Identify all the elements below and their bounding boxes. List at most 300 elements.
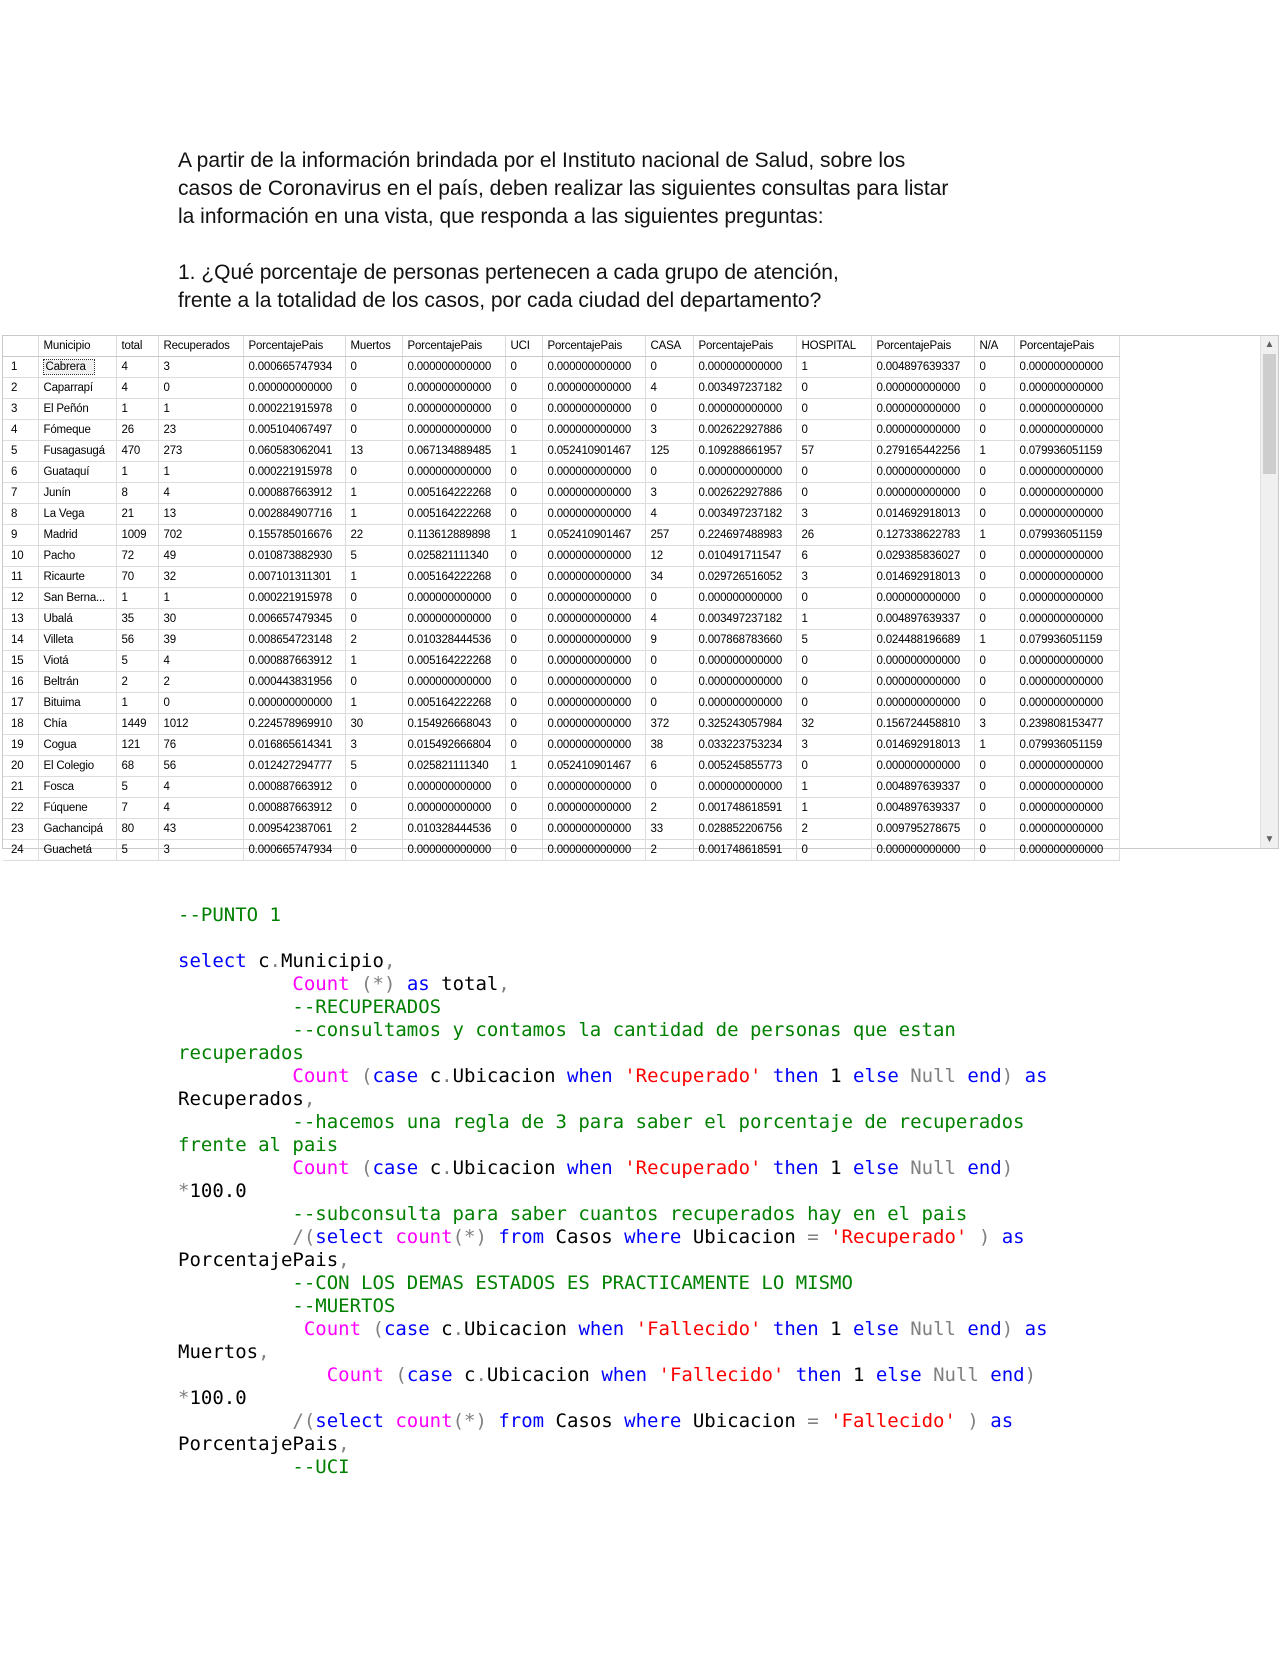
table-cell[interactable]: 0.000000000000 <box>1014 798 1119 819</box>
table-cell[interactable]: 1 <box>505 441 542 462</box>
scroll-up-icon[interactable]: ▲ <box>1264 339 1275 350</box>
table-cell[interactable]: 3 <box>645 420 693 441</box>
table-row[interactable] <box>3 672 1119 693</box>
table-cell[interactable]: 0 <box>505 819 542 840</box>
row-number[interactable]: 5 <box>3 441 38 462</box>
table-cell[interactable]: El Peñón <box>38 399 116 420</box>
table-cell[interactable]: 32 <box>796 714 871 735</box>
table-row[interactable] <box>3 651 1119 672</box>
table-cell[interactable]: 0.155785016676 <box>243 525 345 546</box>
table-cell[interactable]: 4 <box>158 777 243 798</box>
table-cell[interactable]: 0.000000000000 <box>1014 378 1119 399</box>
row-number[interactable]: 22 <box>3 798 38 819</box>
table-cell[interactable]: 38 <box>645 735 693 756</box>
column-header[interactable]: PorcentajePais <box>243 336 345 357</box>
table-cell[interactable]: 0.003497237182 <box>693 609 796 630</box>
table-cell[interactable]: 0.000000000000 <box>1014 693 1119 714</box>
table-cell[interactable]: 0 <box>645 462 693 483</box>
table-cell[interactable]: 0.000000000000 <box>693 462 796 483</box>
table-cell[interactable]: 0.000000000000 <box>1014 651 1119 672</box>
table-cell[interactable]: 0.002622927886 <box>693 420 796 441</box>
table-cell[interactable]: 2 <box>158 672 243 693</box>
table-cell[interactable]: 0.000000000000 <box>1014 483 1119 504</box>
table-cell[interactable]: 0.000000000000 <box>1014 756 1119 777</box>
table-cell[interactable]: 0.000000000000 <box>542 504 645 525</box>
table-cell[interactable]: 1012 <box>158 714 243 735</box>
table-cell[interactable]: 0.005164222268 <box>402 504 505 525</box>
row-number[interactable]: 6 <box>3 462 38 483</box>
table-cell[interactable]: 1 <box>158 462 243 483</box>
table-cell[interactable]: 0 <box>645 357 693 378</box>
table-cell[interactable]: 0 <box>505 777 542 798</box>
table-cell[interactable]: 3 <box>796 504 871 525</box>
table-cell[interactable]: 0 <box>505 735 542 756</box>
table-cell[interactable]: 34 <box>645 567 693 588</box>
table-cell[interactable]: 0.000000000000 <box>871 399 974 420</box>
table-cell[interactable]: 0 <box>345 462 402 483</box>
table-cell[interactable]: Chía <box>38 714 116 735</box>
table-cell[interactable]: 0 <box>505 588 542 609</box>
table-cell[interactable]: 4 <box>158 651 243 672</box>
table-cell[interactable]: 12 <box>645 546 693 567</box>
table-cell[interactable]: 1 <box>796 609 871 630</box>
row-number[interactable]: 16 <box>3 672 38 693</box>
table-cell[interactable]: 372 <box>645 714 693 735</box>
table-cell[interactable]: 3 <box>158 357 243 378</box>
table-cell[interactable]: 0 <box>796 588 871 609</box>
table-cell[interactable]: 0.010491711547 <box>693 546 796 567</box>
table-cell[interactable]: 0.005245855773 <box>693 756 796 777</box>
table-cell[interactable]: 35 <box>116 609 158 630</box>
table-cell[interactable]: 0.009795278675 <box>871 819 974 840</box>
table-cell[interactable]: 0 <box>974 672 1014 693</box>
row-number[interactable]: 20 <box>3 756 38 777</box>
column-header[interactable]: Muertos <box>345 336 402 357</box>
table-cell[interactable]: 2 <box>645 840 693 861</box>
table-cell[interactable]: 0.000000000000 <box>1014 462 1119 483</box>
table-cell[interactable]: 5 <box>796 630 871 651</box>
row-number[interactable]: 11 <box>3 567 38 588</box>
table-cell[interactable]: 0.000000000000 <box>542 777 645 798</box>
table-cell[interactable]: 0.005164222268 <box>402 693 505 714</box>
table-cell[interactable]: 0.000000000000 <box>871 420 974 441</box>
table-cell[interactable]: 1 <box>158 588 243 609</box>
table-cell[interactable]: 0.014692918013 <box>871 567 974 588</box>
table-cell[interactable]: 0 <box>974 546 1014 567</box>
table-cell[interactable]: 68 <box>116 756 158 777</box>
table-cell[interactable]: 1 <box>796 798 871 819</box>
table-cell[interactable]: 9 <box>645 630 693 651</box>
table-cell[interactable]: 0 <box>645 672 693 693</box>
table-cell[interactable]: 0 <box>505 693 542 714</box>
table-cell[interactable]: 1 <box>974 525 1014 546</box>
table-cell[interactable]: 0.000000000000 <box>402 798 505 819</box>
table-cell[interactable]: 0.079936051159 <box>1014 525 1119 546</box>
table-cell[interactable]: 0 <box>974 693 1014 714</box>
row-number[interactable]: 9 <box>3 525 38 546</box>
column-header[interactable]: total <box>116 336 158 357</box>
table-cell[interactable]: 0.000221915978 <box>243 588 345 609</box>
table-cell[interactable]: 0.000000000000 <box>542 588 645 609</box>
table-cell[interactable]: 4 <box>645 609 693 630</box>
table-row[interactable] <box>3 819 1119 840</box>
table-cell[interactable]: 0 <box>796 693 871 714</box>
table-cell[interactable]: 0.001748618591 <box>693 840 796 861</box>
table-cell[interactable]: 0 <box>974 483 1014 504</box>
table-cell[interactable]: 0 <box>974 609 1014 630</box>
table-cell[interactable]: 0.000000000000 <box>542 609 645 630</box>
table-row[interactable] <box>3 693 1119 714</box>
table-cell[interactable]: 0 <box>796 840 871 861</box>
table-row[interactable] <box>3 609 1119 630</box>
table-cell[interactable]: 2 <box>345 630 402 651</box>
table-cell[interactable]: Fosca <box>38 777 116 798</box>
table-cell[interactable]: 0.000000000000 <box>1014 609 1119 630</box>
table-cell[interactable]: 0.000000000000 <box>871 378 974 399</box>
table-cell[interactable]: 1 <box>796 777 871 798</box>
table-cell[interactable]: 0.224578969910 <box>243 714 345 735</box>
table-cell[interactable]: 0 <box>505 546 542 567</box>
table-cell[interactable]: 0.000000000000 <box>542 483 645 504</box>
table-cell[interactable]: 0.000000000000 <box>1014 357 1119 378</box>
table-cell[interactable]: 30 <box>345 714 402 735</box>
table-cell[interactable]: 0.001748618591 <box>693 798 796 819</box>
table-cell[interactable]: 0.000000000000 <box>542 819 645 840</box>
row-number[interactable]: 18 <box>3 714 38 735</box>
table-cell[interactable]: 1 <box>974 630 1014 651</box>
table-cell[interactable]: 0.052410901467 <box>542 441 645 462</box>
table-cell[interactable]: 0 <box>974 798 1014 819</box>
table-cell[interactable]: 0 <box>505 672 542 693</box>
table-cell[interactable]: 3 <box>158 840 243 861</box>
table-cell[interactable]: 0.000665747934 <box>243 357 345 378</box>
table-cell[interactable]: 0.000000000000 <box>402 777 505 798</box>
table-cell[interactable]: 0.000000000000 <box>243 693 345 714</box>
table-cell[interactable]: 0 <box>796 378 871 399</box>
table-cell[interactable]: 0 <box>505 630 542 651</box>
row-number[interactable]: 15 <box>3 651 38 672</box>
table-cell[interactable]: San Berna... <box>38 588 116 609</box>
table-cell[interactable]: 0.000887663912 <box>243 798 345 819</box>
table-cell[interactable]: 32 <box>158 567 243 588</box>
table-cell[interactable]: 0.000000000000 <box>542 567 645 588</box>
row-number[interactable]: 24 <box>3 840 38 861</box>
table-cell[interactable]: 57 <box>796 441 871 462</box>
table-row[interactable] <box>3 378 1119 399</box>
table-cell[interactable]: 0.000000000000 <box>693 357 796 378</box>
table-cell[interactable]: 0.000000000000 <box>402 462 505 483</box>
table-row[interactable] <box>3 567 1119 588</box>
table-cell[interactable]: Ubalá <box>38 609 116 630</box>
table-cell[interactable]: 0 <box>345 588 402 609</box>
table-row[interactable] <box>3 504 1119 525</box>
table-cell[interactable]: 0.000000000000 <box>542 651 645 672</box>
table-row[interactable] <box>3 441 1119 462</box>
table-cell[interactable]: 13 <box>158 504 243 525</box>
table-cell[interactable]: 0 <box>345 777 402 798</box>
table-cell[interactable]: 49 <box>158 546 243 567</box>
table-cell[interactable]: 4 <box>645 378 693 399</box>
column-header[interactable]: N/A <box>974 336 1014 357</box>
table-row[interactable] <box>3 483 1119 504</box>
table-cell[interactable]: 0.010328444536 <box>402 819 505 840</box>
table-cell[interactable]: 3 <box>974 714 1014 735</box>
table-cell[interactable]: Fómeque <box>38 420 116 441</box>
table-cell[interactable]: 0.000000000000 <box>871 840 974 861</box>
table-cell[interactable]: 0.079936051159 <box>1014 735 1119 756</box>
table-cell[interactable]: 5 <box>116 777 158 798</box>
table-cell[interactable]: 0 <box>505 399 542 420</box>
table-cell[interactable]: 0.010328444536 <box>402 630 505 651</box>
table-cell[interactable]: 0.000000000000 <box>1014 819 1119 840</box>
table-cell[interactable]: 0 <box>505 504 542 525</box>
table-cell[interactable]: 0.012427294777 <box>243 756 345 777</box>
table-cell[interactable]: 0.000000000000 <box>1014 672 1119 693</box>
row-number[interactable]: 4 <box>3 420 38 441</box>
row-number[interactable]: 7 <box>3 483 38 504</box>
table-cell[interactable]: 0.000000000000 <box>1014 567 1119 588</box>
table-cell[interactable]: 80 <box>116 819 158 840</box>
column-header[interactable]: CASA <box>645 336 693 357</box>
table-cell[interactable]: 0 <box>974 567 1014 588</box>
table-cell[interactable]: 0 <box>505 651 542 672</box>
table-cell[interactable]: 0.156724458810 <box>871 714 974 735</box>
table-cell[interactable]: 0.014692918013 <box>871 735 974 756</box>
table-cell[interactable]: 0.000000000000 <box>871 672 974 693</box>
table-cell[interactable]: 0 <box>974 651 1014 672</box>
table-cell[interactable]: 0.005164222268 <box>402 567 505 588</box>
table-cell[interactable]: 0.000000000000 <box>542 462 645 483</box>
table-cell[interactable]: 1 <box>796 357 871 378</box>
table-cell[interactable]: 0.000665747934 <box>243 840 345 861</box>
table-cell[interactable]: 0 <box>345 798 402 819</box>
table-cell[interactable]: 0 <box>505 483 542 504</box>
table-cell[interactable]: 0.000000000000 <box>693 777 796 798</box>
table-cell[interactable]: 0.014692918013 <box>871 504 974 525</box>
table-row[interactable] <box>3 714 1119 735</box>
table-cell[interactable]: 0.004897639337 <box>871 798 974 819</box>
table-cell[interactable]: 0.154926668043 <box>402 714 505 735</box>
table-cell[interactable]: Fúquene <box>38 798 116 819</box>
table-cell[interactable]: 5 <box>345 756 402 777</box>
table-cell[interactable]: Cogua <box>38 735 116 756</box>
table-cell[interactable]: 0 <box>974 819 1014 840</box>
table-cell[interactable]: 0 <box>505 357 542 378</box>
row-number[interactable]: 2 <box>3 378 38 399</box>
table-row[interactable] <box>3 840 1119 861</box>
scroll-down-icon[interactable]: ▼ <box>1264 834 1275 845</box>
table-cell[interactable]: 0.005164222268 <box>402 651 505 672</box>
table-cell[interactable]: 0 <box>796 420 871 441</box>
table-cell[interactable]: 0 <box>345 420 402 441</box>
table-cell[interactable]: 0.000000000000 <box>1014 420 1119 441</box>
table-cell[interactable]: 0.025821111340 <box>402 546 505 567</box>
table-cell[interactable]: 0 <box>974 588 1014 609</box>
table-cell[interactable]: 0.033223753234 <box>693 735 796 756</box>
table-cell[interactable]: 1 <box>345 504 402 525</box>
table-cell[interactable]: 0.113612889898 <box>402 525 505 546</box>
table-cell[interactable]: 0 <box>645 588 693 609</box>
table-cell[interactable]: 0.005164222268 <box>402 483 505 504</box>
table-cell[interactable]: 0.000000000000 <box>542 693 645 714</box>
table-cell[interactable]: Beltrán <box>38 672 116 693</box>
row-number[interactable]: 12 <box>3 588 38 609</box>
table-cell[interactable]: 0.000443831956 <box>243 672 345 693</box>
table-row[interactable] <box>3 462 1119 483</box>
table-cell[interactable]: 0.000000000000 <box>402 399 505 420</box>
table-cell[interactable]: 0.029385836027 <box>871 546 974 567</box>
table-cell[interactable]: 4 <box>158 483 243 504</box>
table-cell[interactable]: 0.004897639337 <box>871 777 974 798</box>
table-cell[interactable]: 13 <box>345 441 402 462</box>
table-cell[interactable]: 0.000000000000 <box>542 735 645 756</box>
table-cell[interactable]: 0 <box>974 777 1014 798</box>
table-cell[interactable]: 0.000000000000 <box>871 462 974 483</box>
table-cell[interactable]: 0 <box>974 462 1014 483</box>
table-cell[interactable]: 0.000000000000 <box>1014 840 1119 861</box>
table-cell[interactable]: 0.079936051159 <box>1014 441 1119 462</box>
table-cell[interactable]: 0.000000000000 <box>402 609 505 630</box>
table-cell[interactable]: 5 <box>345 546 402 567</box>
table-cell[interactable]: 1 <box>505 525 542 546</box>
table-cell[interactable]: 0.000000000000 <box>693 588 796 609</box>
table-cell[interactable]: 0 <box>505 462 542 483</box>
table-cell[interactable]: 0.015492666804 <box>402 735 505 756</box>
table-cell[interactable]: 3 <box>345 735 402 756</box>
table-cell[interactable]: 0 <box>974 357 1014 378</box>
table-cell[interactable]: 0.279165442256 <box>871 441 974 462</box>
table-cell[interactable]: 0.109288661957 <box>693 441 796 462</box>
scroll-thumb[interactable] <box>1263 354 1276 474</box>
table-cell[interactable]: 1 <box>974 735 1014 756</box>
table-cell[interactable]: Bituima <box>38 693 116 714</box>
table-cell[interactable]: 0 <box>505 609 542 630</box>
table-cell[interactable]: 0.024488196689 <box>871 630 974 651</box>
table-cell[interactable]: 0 <box>796 672 871 693</box>
table-cell[interactable]: Madrid <box>38 525 116 546</box>
table-cell[interactable]: 0.000000000000 <box>402 357 505 378</box>
table-cell[interactable]: 1 <box>345 567 402 588</box>
table-cell[interactable]: 1449 <box>116 714 158 735</box>
table-cell[interactable]: 0.067134889485 <box>402 441 505 462</box>
table-cell[interactable]: 0.000000000000 <box>871 693 974 714</box>
table-cell[interactable]: 0.029726516052 <box>693 567 796 588</box>
table-cell[interactable]: 2 <box>116 672 158 693</box>
table-cell[interactable]: 0.003497237182 <box>693 378 796 399</box>
table-cell[interactable]: 0.000000000000 <box>1014 777 1119 798</box>
table-cell[interactable]: 1009 <box>116 525 158 546</box>
table-cell[interactable]: 0 <box>796 483 871 504</box>
table-cell[interactable]: 0 <box>158 693 243 714</box>
table-cell[interactable]: 7 <box>116 798 158 819</box>
row-number[interactable]: 14 <box>3 630 38 651</box>
table-cell[interactable]: 0.000000000000 <box>542 546 645 567</box>
table-cell[interactable]: Guachetá <box>38 840 116 861</box>
table-cell[interactable]: 0.052410901467 <box>542 525 645 546</box>
table-cell[interactable]: 702 <box>158 525 243 546</box>
table-cell[interactable]: La Vega <box>38 504 116 525</box>
table-cell[interactable]: 1 <box>116 399 158 420</box>
table-cell[interactable]: 0.000000000000 <box>1014 588 1119 609</box>
table-cell[interactable]: 0 <box>505 840 542 861</box>
table-cell[interactable]: 0 <box>505 420 542 441</box>
table-cell[interactable]: 0.000887663912 <box>243 651 345 672</box>
row-number[interactable]: 8 <box>3 504 38 525</box>
table-cell[interactable]: 1 <box>345 483 402 504</box>
table-cell[interactable]: 1 <box>345 693 402 714</box>
table-cell[interactable]: 4 <box>116 357 158 378</box>
table-cell[interactable]: 1 <box>345 651 402 672</box>
table-cell[interactable]: 0.009542387061 <box>243 819 345 840</box>
table-cell[interactable]: El Colegio <box>38 756 116 777</box>
table-cell[interactable]: 0.028852206756 <box>693 819 796 840</box>
row-number[interactable]: 1 <box>3 357 38 378</box>
table-cell[interactable]: 0 <box>345 357 402 378</box>
table-row[interactable] <box>3 777 1119 798</box>
table-cell[interactable]: 0.006657479345 <box>243 609 345 630</box>
row-number[interactable]: 13 <box>3 609 38 630</box>
table-cell[interactable]: Ricaurte <box>38 567 116 588</box>
table-cell[interactable]: 0.000000000000 <box>871 483 974 504</box>
table-cell[interactable]: 0.025821111340 <box>402 756 505 777</box>
table-cell[interactable]: 0 <box>645 651 693 672</box>
row-number[interactable]: 19 <box>3 735 38 756</box>
table-cell[interactable]: 0 <box>974 399 1014 420</box>
table-cell[interactable]: 6 <box>796 546 871 567</box>
table-cell[interactable]: 0 <box>345 672 402 693</box>
table-cell[interactable]: 121 <box>116 735 158 756</box>
table-cell[interactable]: 0.000000000000 <box>693 672 796 693</box>
table-cell[interactable]: 70 <box>116 567 158 588</box>
table-cell[interactable]: 76 <box>158 735 243 756</box>
table-cell[interactable]: 6 <box>645 756 693 777</box>
column-header[interactable]: UCI <box>505 336 542 357</box>
table-cell[interactable]: 1 <box>505 756 542 777</box>
column-header[interactable]: PorcentajePais <box>871 336 974 357</box>
table-cell[interactable]: Villeta <box>38 630 116 651</box>
table-cell[interactable]: 257 <box>645 525 693 546</box>
table-row[interactable] <box>3 420 1119 441</box>
table-row[interactable] <box>3 399 1119 420</box>
table-cell[interactable]: 470 <box>116 441 158 462</box>
table-cell[interactable]: 0 <box>974 378 1014 399</box>
table-cell[interactable]: 0.127338622783 <box>871 525 974 546</box>
table-cell[interactable]: 30 <box>158 609 243 630</box>
table-cell[interactable]: Fusagasugá <box>38 441 116 462</box>
table-cell[interactable]: 0.000000000000 <box>402 588 505 609</box>
row-number[interactable]: 21 <box>3 777 38 798</box>
table-cell[interactable]: 1 <box>158 399 243 420</box>
table-cell[interactable]: 0.008654723148 <box>243 630 345 651</box>
table-cell[interactable]: 0.000000000000 <box>542 798 645 819</box>
table-cell[interactable]: 4 <box>158 798 243 819</box>
table-cell[interactable]: 0.000000000000 <box>402 420 505 441</box>
table-cell[interactable]: 0.000000000000 <box>542 672 645 693</box>
table-cell[interactable]: 4 <box>645 504 693 525</box>
table-cell[interactable]: 39 <box>158 630 243 651</box>
table-cell[interactable]: 0.000000000000 <box>693 399 796 420</box>
table-cell[interactable]: 0.000000000000 <box>402 672 505 693</box>
table-cell[interactable]: 43 <box>158 819 243 840</box>
table-cell[interactable]: 0 <box>505 378 542 399</box>
table-cell[interactable]: 0.000887663912 <box>243 483 345 504</box>
table-cell[interactable]: 0.000000000000 <box>871 588 974 609</box>
table-cell[interactable]: 0 <box>505 798 542 819</box>
column-header[interactable]: Municipio <box>38 336 116 357</box>
table-cell[interactable]: 0.000000000000 <box>402 378 505 399</box>
column-header[interactable]: PorcentajePais <box>402 336 505 357</box>
table-cell[interactable]: 0.000000000000 <box>243 378 345 399</box>
